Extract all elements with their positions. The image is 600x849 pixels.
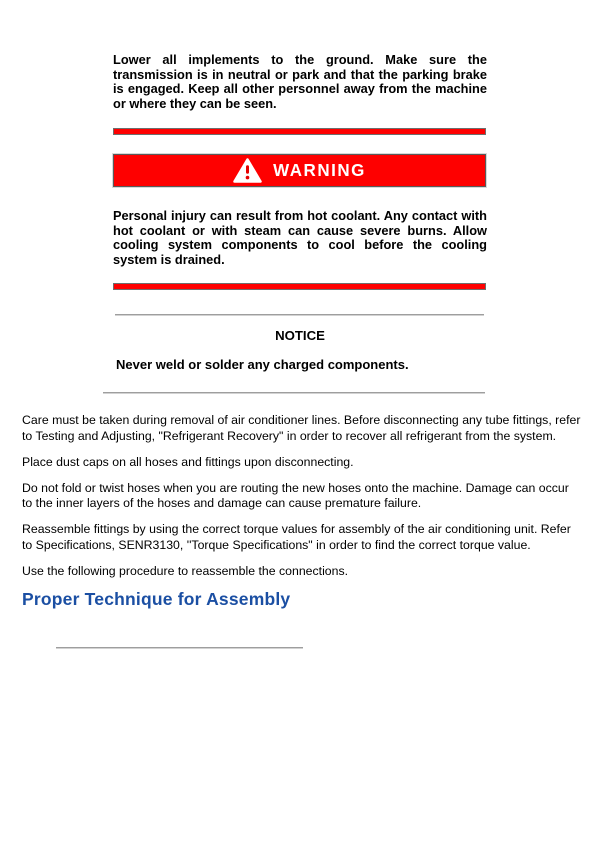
warning-banner — [113, 154, 486, 187]
notice-title: NOTICE — [275, 328, 325, 343]
body-paragraph: Reassemble fittings by using the correct torque values for assembly of the air conditioning unit. Refer to Specifications, SENR3130, ''Torque Specifications" in order to find the correct torque value. — [22, 522, 571, 553]
body-paragraph: Use the following procedure to reassemble the connections. — [22, 564, 349, 579]
bottom-rule — [56, 647, 303, 649]
body-paragraph: Care must be taken during removal of air conditioner lines. Before disconnecting any tube fittings, refer to Testing and Adjusting, "Refrigerant Recovery" in order to recover all refrigerant from the system. — [22, 413, 581, 443]
body-paragraph: Do not fold or twist hoses when you are routing the new hoses onto the machine. Damage can occur to the inner layers of the hoses and damage can cause premature failure. — [22, 480, 569, 511]
warning-text-paragraph: Personal injury can result from hot coolant. Any contact with hot coolant or with steam can cause severe burns. Allow cooling system components to cool before the cooling system is drained. — [113, 208, 487, 267]
warning-triangle-icon — [233, 158, 262, 184]
warning-banner-label: WARNING — [273, 160, 366, 180]
body-paragraph: Place dust caps on all hoses and fittings upon disconnecting. — [22, 454, 354, 469]
red-divider-bar-top — [113, 128, 486, 135]
body-text-block — [22, 413, 582, 590]
safety-intro-paragraph: Lower all implements to the ground. Make sure the transmission is in neutral or park and that the parking brake is engaged. Keep all other personnel away from the machine or where they can be seen. — [113, 52, 487, 111]
notice-body-text: Never weld or solder any charged components. — [116, 357, 409, 372]
notice-rule-top — [115, 314, 484, 316]
notice-rule-bottom — [103, 392, 485, 394]
red-divider-bar-bottom — [113, 283, 486, 290]
section-heading: Proper Technique for Assembly — [22, 589, 291, 609]
